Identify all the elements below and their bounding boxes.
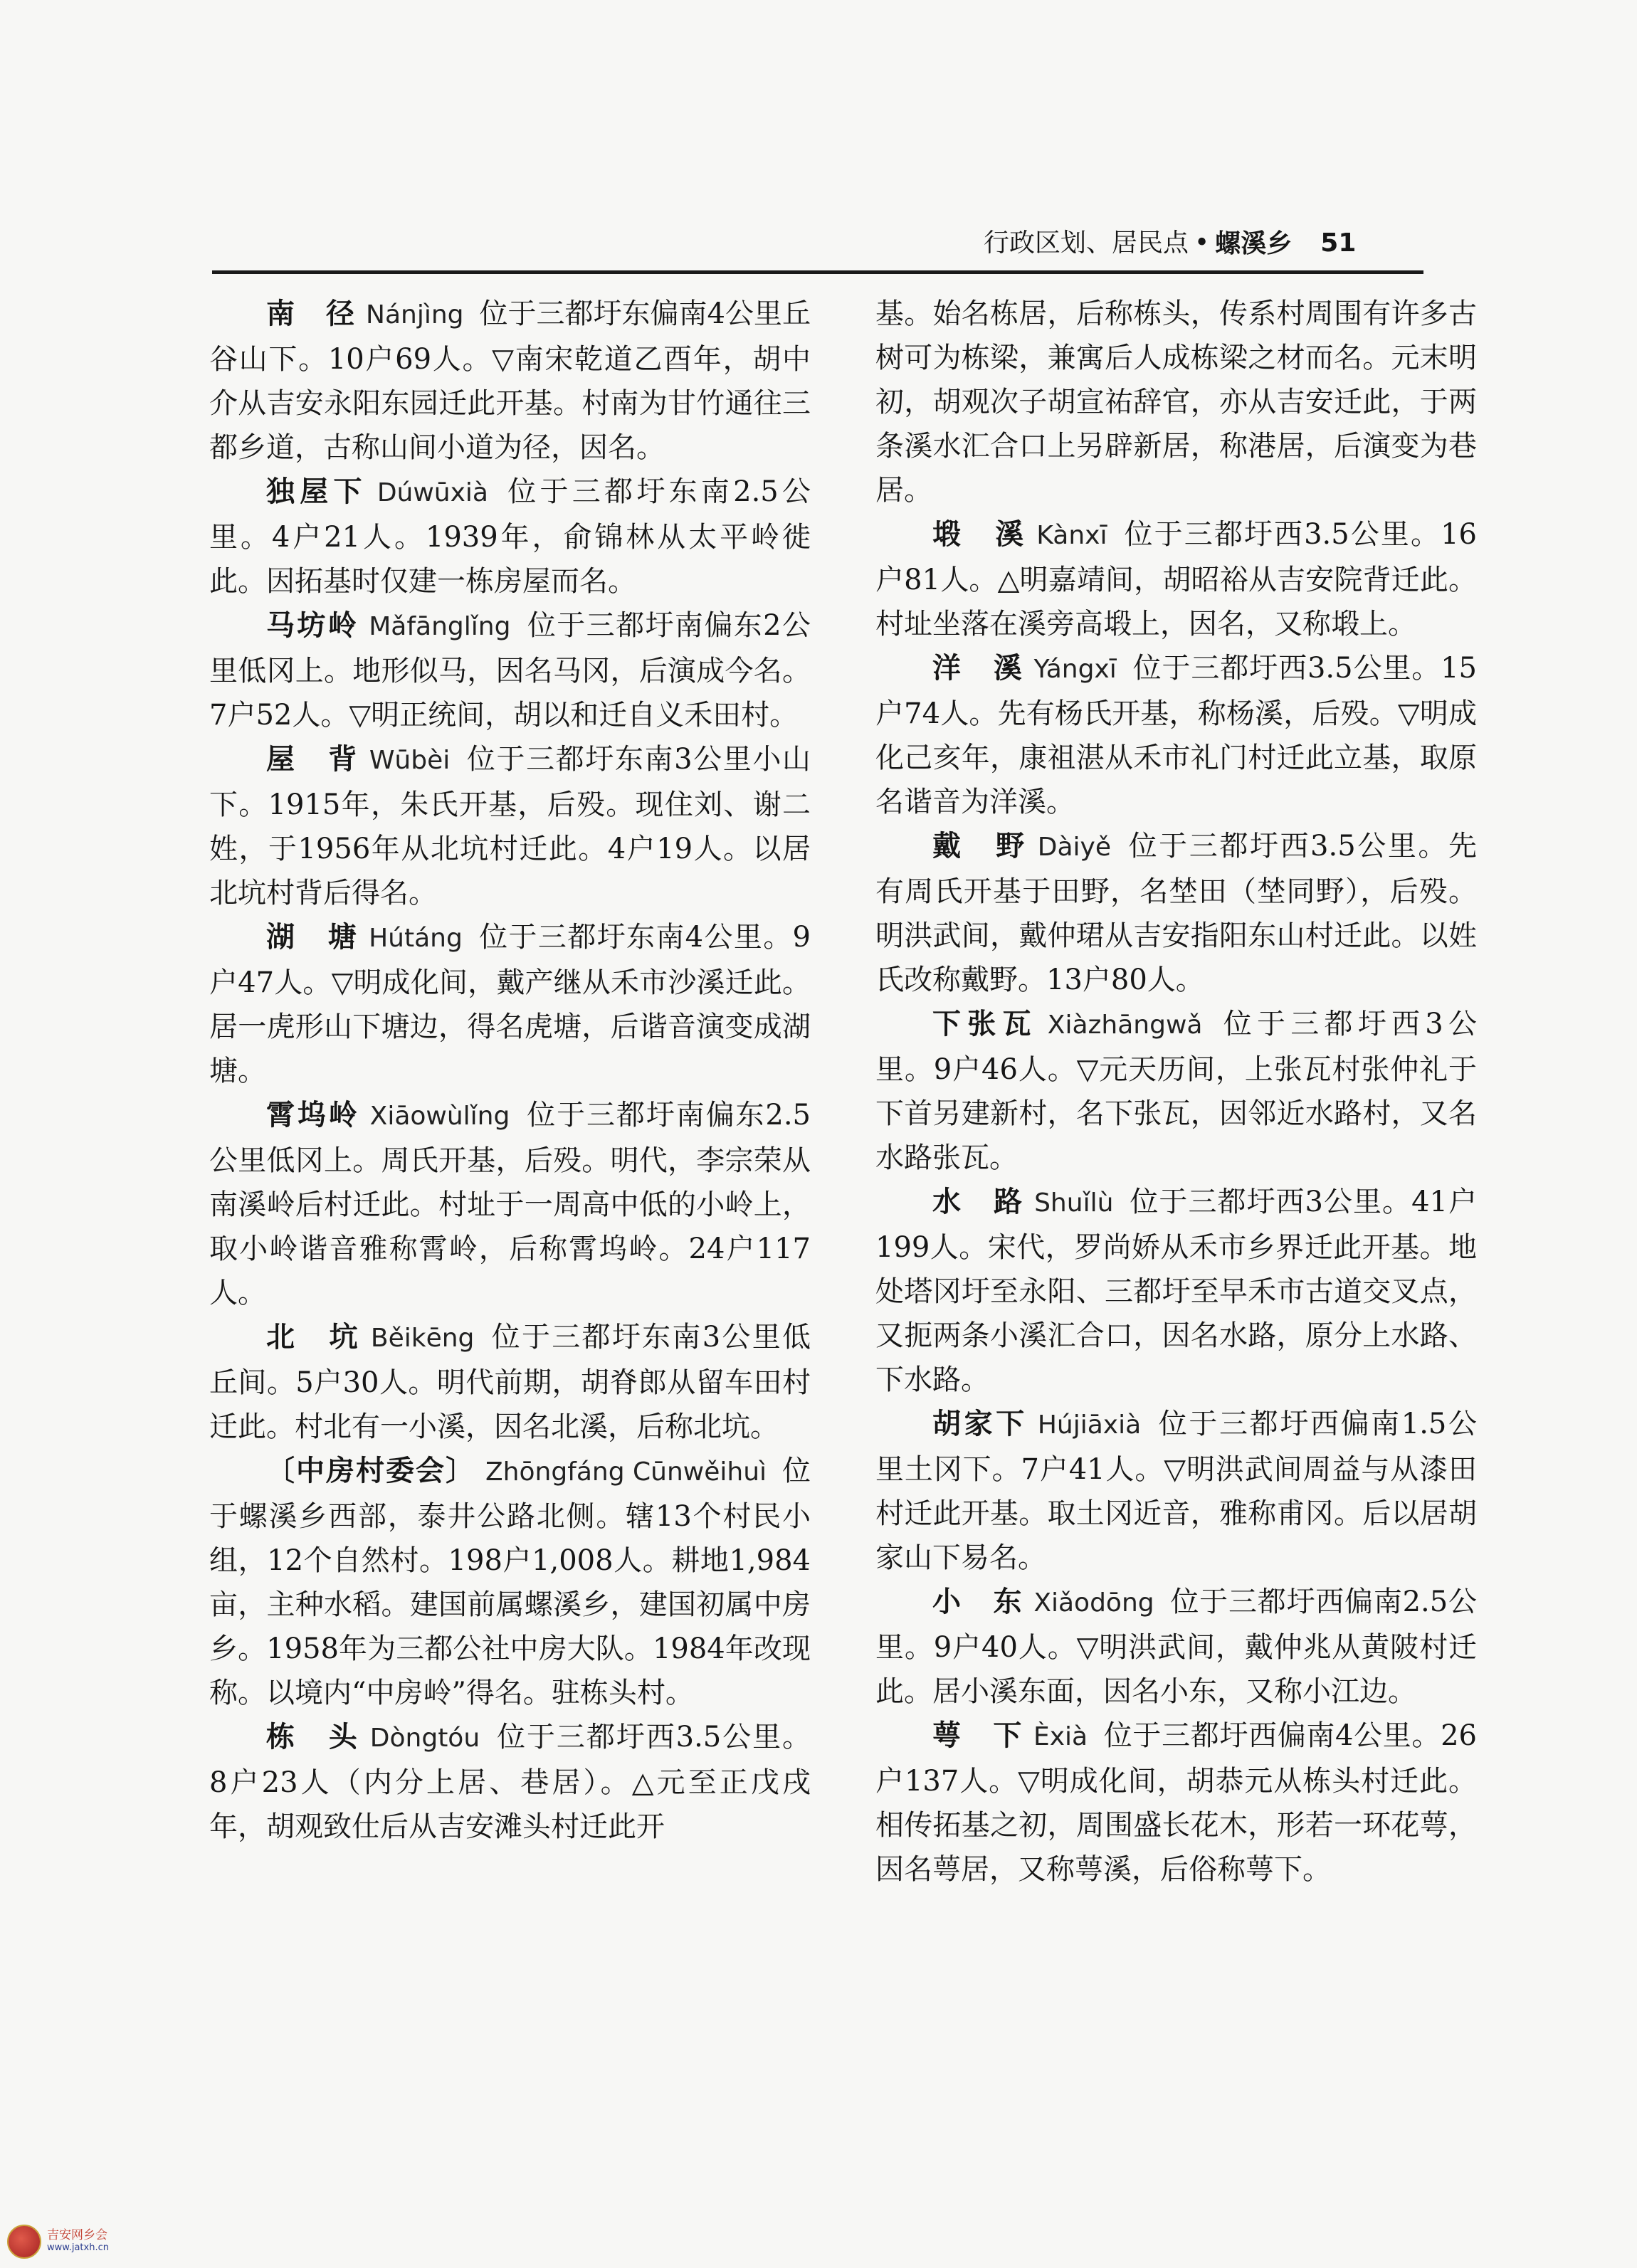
entry-name: 小 东 [932, 1585, 1024, 1618]
entry-text: 位于三都圩西偏南2.5公里。9户40人。▽明洪武间，戴仲兆从黄陂村迁此。居小溪东面，因名小东，又称小江边。 [875, 1586, 1477, 1708]
entry [875, 292, 1477, 512]
entry-pinyin: Hújiāxià [1037, 1410, 1142, 1440]
entry-pinyin: Shuǐlù [1034, 1188, 1114, 1218]
entry [209, 1315, 811, 1449]
entry-name: 屋 背 [266, 742, 359, 776]
entry-text: 位于三都圩西偏南1.5公里土冈下。7户41人。▽明洪武间周益与从漆田村迁此开基。取土冈近音，雅称甫冈。后以居胡家山下易名。 [875, 1408, 1477, 1574]
entry-name: 萼 下 [932, 1719, 1023, 1752]
entry-name: 塅 溪 [932, 517, 1027, 551]
entry-pinyin: Nánjìng [366, 300, 464, 329]
entry-pinyin: Běikēng [370, 1324, 475, 1353]
entry-name: 湖 塘 [266, 920, 359, 954]
entry [209, 470, 811, 603]
entry-name: 北 坑 [266, 1320, 361, 1354]
entry-name: 洋 溪 [932, 651, 1024, 685]
entry-text: 位于三都圩东偏南4公里丘谷山下。10户69人。▽南宋乾道乙酉年，胡中介从吉安永阳东园迁此开基。村南为甘竹通往三都乡道，古称山间小道为径，因名。 [209, 297, 811, 464]
entry-text: 位于三都圩南偏东2.5公里低冈上。周氏开基，后殁。明代，李宗荣从南溪岭后村迁此。村址于一周高中低的小岭上，取小岭谐音雅称霄岭，后称霄坞岭。24户117人。 [209, 1099, 811, 1309]
watermark-text [47, 2229, 109, 2254]
entry [875, 1002, 1477, 1180]
entry-pinyin: Èxià [1033, 1722, 1088, 1751]
entry-text: 位于螺溪乡西部，泰井公路北侧。辖13个村民小组，12个自然村。198户1,008人。耕地1,984亩，主种水稻。建国前属螺溪乡，建国初属中房乡。1958年为三都公社中房大队。1984年改现称。以境内“中房岭”得名。驻栋头村。 [209, 1455, 811, 1709]
watermark [7, 2220, 178, 2263]
entry-pinyin: Hútáng [369, 924, 463, 953]
entry-text: 位于三都圩东南4公里。9户47人。▽明成化间，戴产继从禾市沙溪迁此。居一虎形山下塘边，得名虎塘，后谐音演变成湖塘。 [209, 921, 811, 1087]
watermark-url: www.jatxh.cn [47, 2242, 109, 2253]
entry-pinyin: Xiāowùlǐng [369, 1102, 510, 1131]
entry-text: 位于三都圩西偏南4公里。26户137人。▽明成化间，胡恭元从栋头村迁此。相传拓基之初，周围盛长花木，形若一环花萼，因名萼居，又称萼溪，后俗称萼下。 [875, 1719, 1477, 1886]
entry [209, 915, 811, 1093]
entry-name: 栋 头 [266, 1720, 360, 1753]
entry-pinyin: Dòngtóu [369, 1724, 480, 1753]
entry-name: 南 径 [266, 297, 357, 330]
entry-pinyin: Yángxī [1033, 655, 1117, 684]
entry [209, 1093, 811, 1315]
entry-pinyin: Mǎfānglǐng [369, 612, 511, 641]
entry [875, 512, 1477, 646]
entry-text: 位于三都圩南偏东2公里低冈上。地形似马，因名马冈，后演成今名。7户52人。▽明正统间，胡以和迁自义禾田村。 [209, 609, 811, 732]
entry [875, 1402, 1477, 1580]
watermark-title: 吉安网乡会 [47, 2228, 107, 2242]
entry-pinyin: Dúwūxià [377, 478, 488, 507]
entry-text: 位于三都圩西3.5公里。先有周氏开基于田野，名埜田（埜同野），后殁。明洪武间，戴仲珺从吉安指阳东山村迁此。以姓氏改称戴野。13户80人。 [875, 830, 1477, 996]
entry-text: 位于三都圩东南3公里低丘间。5户30人。明代前期，胡脊郎从留车田村迁此。村北有一小溪，因名北溪，后称北坑。 [209, 1321, 811, 1443]
entry [209, 603, 811, 737]
entry [875, 1580, 1477, 1714]
entry-text: 位于三都圩西3公里。41户199人。宋代，罗尚娇从禾市乡界迁此开基。地处塔冈圩至永阳、三都圩至早禾市古道交叉点，又扼两条小溪汇合口，因名水路，原分上水路、下水路。 [875, 1186, 1477, 1396]
entry-pinyin: Kànxī [1036, 521, 1107, 550]
entry-pinyin: Dàiyě [1037, 833, 1111, 862]
entry-pinyin: Xiàzhāngwǎ [1047, 1011, 1203, 1040]
running-header [984, 222, 1422, 265]
entry-name: 水 路 [932, 1185, 1025, 1218]
entry-name: 胡家下 [932, 1407, 1028, 1440]
entry-text: 位于三都圩西3.5公里。8户23人（内分上居、巷居）。△元至正戊戌年，胡观致仕后从吉安滩头村迁此开 [209, 1721, 811, 1843]
page-number: 51 [1320, 228, 1357, 258]
left-column [209, 292, 811, 2213]
header-place: 螺溪乡 [1215, 228, 1293, 258]
entry [875, 1714, 1477, 1892]
entry-text: 基。始名栋居，后称栋头，传系村周围有许多古树可为栋梁，兼寓后人成栋梁之材而名。元末明初，胡观次子胡宣祐辞官，亦从吉安迁此，于两条溪水汇合口上另辟新居，称港居，后演变为巷居。 [875, 297, 1477, 507]
entry-text: 位于三都圩东南3公里小山下。1915年，朱氏开基，后殁。现住刘、谢二姓，于1956年从北坑村迁此。4户19人。以居北坑村背后得名。 [209, 743, 811, 909]
entry-text: 位于三都圩东南2.5公里。4户21人。1939年，俞锦林从太平岭徙此。因拓基时仅建一栋房屋而名。 [209, 475, 811, 598]
entry-pinyin: Zhōngfáng Cūnwěihuì [485, 1457, 767, 1487]
entry-name: 戴 野 [932, 829, 1028, 863]
entry [209, 737, 811, 915]
entry [209, 1449, 811, 1715]
entry-name: 〔中房村委会〕 [266, 1454, 475, 1487]
entry [875, 646, 1477, 824]
header-rule [212, 270, 1423, 274]
entry-text: 位于三都圩西3.5公里。15户74人。先有杨氏开基，称杨溪，后殁。▽明成化己亥年，康祖湛从禾市礼门村迁此立基，取原名谐音为洋溪。 [875, 652, 1477, 818]
entry-pinyin: Xiǎodōng [1033, 1588, 1154, 1618]
entry-name: 下张瓦 [932, 1007, 1038, 1040]
header-section: 行政区划、居民点 [984, 228, 1189, 258]
entry [875, 1180, 1477, 1402]
entry [209, 1715, 811, 1849]
entry-name: 霄坞岭 [266, 1098, 360, 1132]
entry [209, 292, 811, 470]
entry-text: 位于三都圩西3.5公里。16户81人。△明嘉靖间，胡昭裕从吉安院背迁此。村址坐落在溪旁高塅上，因名，又称塅上。 [875, 518, 1477, 640]
entry [875, 824, 1477, 1002]
header-dot: • [1194, 228, 1210, 258]
entry-pinyin: Wūbèi [369, 746, 451, 775]
entry-name: 独屋下 [266, 475, 367, 508]
right-column [875, 292, 1477, 2213]
entry-name: 马坊岭 [266, 608, 359, 642]
entry-text: 位于三都圩西3公里。9户46人。▽元天历间，上张瓦村张仲礼于下首另建新村，名下张瓦，因邻近水路村，又名水路张瓦。 [875, 1008, 1477, 1174]
seal-icon [7, 2225, 41, 2259]
